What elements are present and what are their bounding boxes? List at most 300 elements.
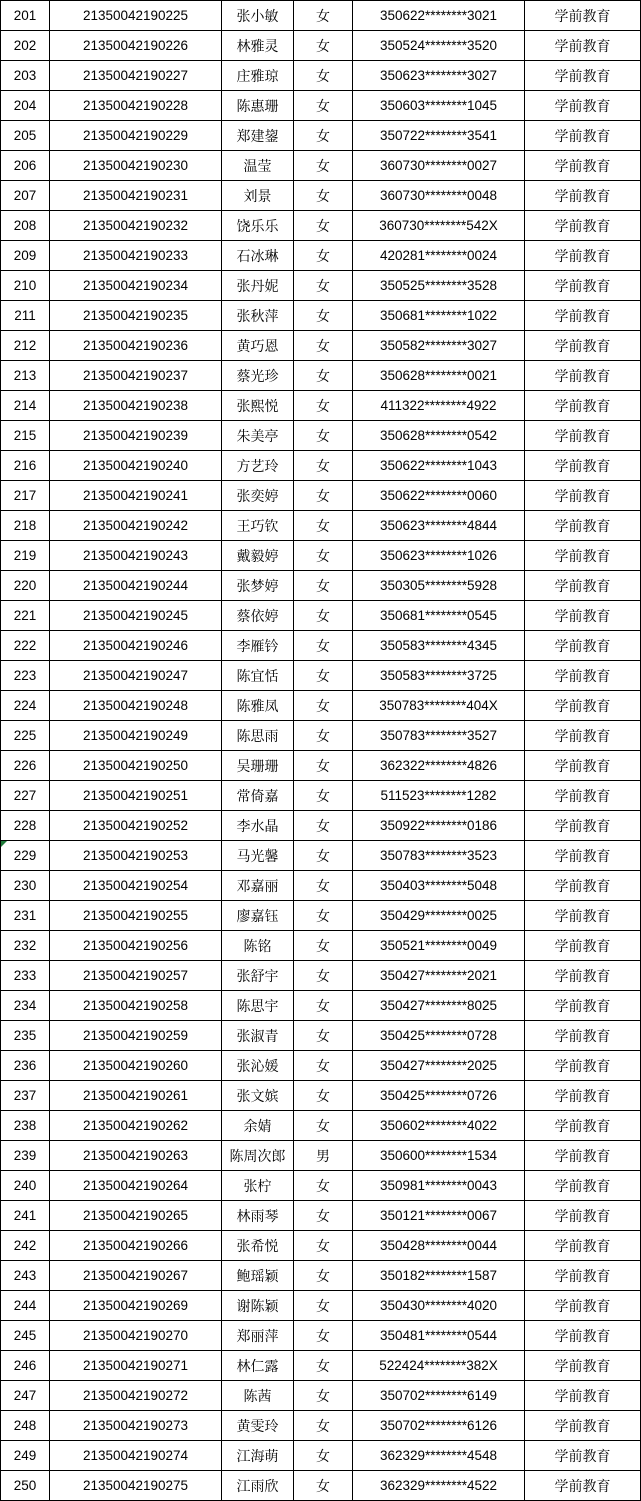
gender-cell: 女 (294, 1351, 353, 1381)
gender-cell: 女 (294, 451, 353, 481)
row-number-cell: 226 (1, 751, 50, 781)
table-row (1, 781, 641, 811)
major-cell: 学前教育 (525, 931, 641, 961)
gender-cell: 女 (294, 361, 353, 391)
student-id-cell: 21350042190233 (50, 241, 222, 271)
id-number-cell: 350722********3541 (353, 121, 525, 151)
table-row (1, 211, 641, 241)
id-number-cell: 350600********1534 (353, 1141, 525, 1171)
gender-cell: 女 (294, 1261, 353, 1291)
table-row (1, 331, 641, 361)
name-cell: 戴毅婷 (222, 541, 294, 571)
row-number-cell: 205 (1, 121, 50, 151)
major-cell: 学前教育 (525, 1381, 641, 1411)
name-cell: 陈思宇 (222, 991, 294, 1021)
table-row (1, 1441, 641, 1471)
major-cell: 学前教育 (525, 151, 641, 181)
row-number-cell: 218 (1, 511, 50, 541)
row-number-cell: 230 (1, 871, 50, 901)
name-cell: 陈惠珊 (222, 91, 294, 121)
name-cell: 马光馨 (222, 841, 294, 871)
student-id-cell: 21350042190266 (50, 1231, 222, 1261)
student-id-cell: 21350042190228 (50, 91, 222, 121)
name-cell: 张淑青 (222, 1021, 294, 1051)
major-cell: 学前教育 (525, 181, 641, 211)
name-cell: 张沁媛 (222, 1051, 294, 1081)
major-cell: 学前教育 (525, 1081, 641, 1111)
table-row (1, 511, 641, 541)
id-number-cell: 411322********4922 (353, 391, 525, 421)
table-row (1, 91, 641, 121)
student-id-cell: 21350042190247 (50, 661, 222, 691)
name-cell: 常倚嘉 (222, 781, 294, 811)
name-cell: 张熙悦 (222, 391, 294, 421)
row-number-cell: 240 (1, 1171, 50, 1201)
table-row (1, 181, 641, 211)
id-number-cell: 350622********3021 (353, 1, 525, 31)
major-cell: 学前教育 (525, 481, 641, 511)
id-number-cell: 350603********1045 (353, 91, 525, 121)
table-row (1, 301, 641, 331)
table-row (1, 121, 641, 151)
student-id-cell: 21350042190227 (50, 61, 222, 91)
row-number-cell: 219 (1, 541, 50, 571)
gender-cell: 女 (294, 781, 353, 811)
table-row (1, 931, 641, 961)
table-row (1, 1471, 641, 1501)
table-row (1, 721, 641, 751)
table-row (1, 271, 641, 301)
student-id-cell: 21350042190230 (50, 151, 222, 181)
table-row (1, 571, 641, 601)
major-cell: 学前教育 (525, 871, 641, 901)
student-id-cell: 21350042190269 (50, 1291, 222, 1321)
table-row (1, 61, 641, 91)
student-id-cell: 21350042190246 (50, 631, 222, 661)
student-id-cell: 21350042190272 (50, 1381, 222, 1411)
major-cell: 学前教育 (525, 211, 641, 241)
gender-cell: 女 (294, 1321, 353, 1351)
table-row (1, 1051, 641, 1081)
row-number-cell: 244 (1, 1291, 50, 1321)
student-id-cell: 21350042190273 (50, 1411, 222, 1441)
table-row (1, 151, 641, 181)
student-id-cell: 21350042190238 (50, 391, 222, 421)
gender-cell: 女 (294, 691, 353, 721)
name-cell: 张舒宇 (222, 961, 294, 991)
gender-cell: 女 (294, 721, 353, 751)
id-number-cell: 350623********4844 (353, 511, 525, 541)
major-cell: 学前教育 (525, 1, 641, 31)
gender-cell: 女 (294, 91, 353, 121)
name-cell: 廖嘉钰 (222, 901, 294, 931)
student-id-cell: 21350042190260 (50, 1051, 222, 1081)
name-cell: 邓嘉丽 (222, 871, 294, 901)
row-number-cell: 236 (1, 1051, 50, 1081)
name-cell: 陈铭 (222, 931, 294, 961)
id-number-cell: 362329********4548 (353, 1441, 525, 1471)
name-cell: 张秋萍 (222, 301, 294, 331)
gender-cell: 女 (294, 991, 353, 1021)
id-number-cell: 350623********3027 (353, 61, 525, 91)
table-row (1, 691, 641, 721)
table-row (1, 961, 641, 991)
name-cell: 黄雯玲 (222, 1411, 294, 1441)
name-cell: 林雅灵 (222, 31, 294, 61)
row-number-cell: 234 (1, 991, 50, 1021)
student-id-cell: 21350042190251 (50, 781, 222, 811)
name-cell: 林雨琴 (222, 1201, 294, 1231)
major-cell: 学前教育 (525, 1201, 641, 1231)
id-number-cell: 350681********1022 (353, 301, 525, 331)
gender-cell: 女 (294, 871, 353, 901)
name-cell: 张柠 (222, 1171, 294, 1201)
gender-cell: 女 (294, 1021, 353, 1051)
row-number-cell: 203 (1, 61, 50, 91)
name-cell: 温莹 (222, 151, 294, 181)
name-cell: 黄巧恩 (222, 331, 294, 361)
name-cell: 郑建鋆 (222, 121, 294, 151)
id-number-cell: 350783********3527 (353, 721, 525, 751)
gender-cell: 女 (294, 481, 353, 511)
gender-cell: 女 (294, 1471, 353, 1501)
name-cell: 余婧 (222, 1111, 294, 1141)
student-id-cell: 21350042190275 (50, 1471, 222, 1501)
major-cell: 学前教育 (525, 1351, 641, 1381)
major-cell: 学前教育 (525, 661, 641, 691)
table-row (1, 1351, 641, 1381)
major-cell: 学前教育 (525, 721, 641, 751)
major-cell: 学前教育 (525, 1261, 641, 1291)
student-id-cell: 21350042190245 (50, 601, 222, 631)
name-cell: 张丹妮 (222, 271, 294, 301)
gender-cell: 女 (294, 151, 353, 181)
table-row (1, 811, 641, 841)
gender-cell: 女 (294, 811, 353, 841)
major-cell: 学前教育 (525, 1321, 641, 1351)
id-number-cell: 350622********1043 (353, 451, 525, 481)
row-number-cell: 217 (1, 481, 50, 511)
id-number-cell: 350425********0726 (353, 1081, 525, 1111)
table-row (1, 1201, 641, 1231)
row-number-cell: 229 (1, 841, 50, 871)
major-cell: 学前教育 (525, 751, 641, 781)
name-cell: 蔡依婷 (222, 601, 294, 631)
table-row (1, 1081, 641, 1111)
student-id-cell: 21350042190229 (50, 121, 222, 151)
student-id-cell: 21350042190261 (50, 1081, 222, 1111)
gender-cell: 女 (294, 1081, 353, 1111)
major-cell: 学前教育 (525, 541, 641, 571)
student-id-cell: 21350042190236 (50, 331, 222, 361)
name-cell: 吴珊珊 (222, 751, 294, 781)
name-cell: 张奕婷 (222, 481, 294, 511)
name-cell: 石冰琳 (222, 241, 294, 271)
major-cell: 学前教育 (525, 901, 641, 931)
id-number-cell: 350628********0021 (353, 361, 525, 391)
table-row (1, 1261, 641, 1291)
table-row (1, 1, 641, 31)
name-cell: 饶乐乐 (222, 211, 294, 241)
row-number-cell: 206 (1, 151, 50, 181)
name-cell: 张梦婷 (222, 571, 294, 601)
id-number-cell: 350481********0544 (353, 1321, 525, 1351)
id-number-cell: 362329********4522 (353, 1471, 525, 1501)
major-cell: 学前教育 (525, 31, 641, 61)
major-cell: 学前教育 (525, 1171, 641, 1201)
table-row (1, 1021, 641, 1051)
name-cell: 张文嫔 (222, 1081, 294, 1111)
student-id-cell: 21350042190265 (50, 1201, 222, 1231)
student-id-cell: 21350042190262 (50, 1111, 222, 1141)
student-id-cell: 21350042190234 (50, 271, 222, 301)
id-number-cell: 350428********0044 (353, 1231, 525, 1261)
major-cell: 学前教育 (525, 1471, 641, 1501)
student-id-cell: 21350042190241 (50, 481, 222, 511)
id-number-cell: 350583********4345 (353, 631, 525, 661)
student-id-cell: 21350042190274 (50, 1441, 222, 1471)
name-cell: 陈茜 (222, 1381, 294, 1411)
gender-cell: 女 (294, 571, 353, 601)
name-cell: 王巧钦 (222, 511, 294, 541)
gender-cell: 女 (294, 931, 353, 961)
id-number-cell: 360730********542X (353, 211, 525, 241)
major-cell: 学前教育 (525, 331, 641, 361)
student-id-cell: 21350042190249 (50, 721, 222, 751)
gender-cell: 女 (294, 1051, 353, 1081)
name-cell: 张希悦 (222, 1231, 294, 1261)
gender-cell: 男 (294, 1141, 353, 1171)
major-cell: 学前教育 (525, 841, 641, 871)
id-number-cell: 350702********6126 (353, 1411, 525, 1441)
row-number-cell: 250 (1, 1471, 50, 1501)
name-cell: 谢陈颖 (222, 1291, 294, 1321)
table-row (1, 1381, 641, 1411)
student-id-cell: 21350042190270 (50, 1321, 222, 1351)
major-cell: 学前教育 (525, 961, 641, 991)
id-number-cell: 350427********8025 (353, 991, 525, 1021)
gender-cell: 女 (294, 901, 353, 931)
student-id-cell: 21350042190253 (50, 841, 222, 871)
gender-cell: 女 (294, 1441, 353, 1471)
id-number-cell: 350524********3520 (353, 31, 525, 61)
row-number-cell: 216 (1, 451, 50, 481)
row-number-cell: 224 (1, 691, 50, 721)
table-row (1, 901, 641, 931)
table-row (1, 871, 641, 901)
gender-cell: 女 (294, 331, 353, 361)
table-row (1, 361, 641, 391)
gender-cell: 女 (294, 751, 353, 781)
gender-cell: 女 (294, 661, 353, 691)
student-id-cell: 21350042190255 (50, 901, 222, 931)
student-id-cell: 21350042190237 (50, 361, 222, 391)
id-number-cell: 362322********4826 (353, 751, 525, 781)
table-row (1, 661, 641, 691)
row-number-cell: 213 (1, 361, 50, 391)
row-number-cell: 204 (1, 91, 50, 121)
row-number-cell: 246 (1, 1351, 50, 1381)
roster-body (1, 1, 641, 1501)
student-id-cell: 21350042190243 (50, 541, 222, 571)
student-id-cell: 21350042190231 (50, 181, 222, 211)
id-number-cell: 522424********382X (353, 1351, 525, 1381)
id-number-cell: 350121********0067 (353, 1201, 525, 1231)
name-cell: 李雁钤 (222, 631, 294, 661)
row-number-cell: 237 (1, 1081, 50, 1111)
gender-cell: 女 (294, 391, 353, 421)
id-number-cell: 350582********3027 (353, 331, 525, 361)
student-id-cell: 21350042190257 (50, 961, 222, 991)
row-number-cell: 209 (1, 241, 50, 271)
gender-cell: 女 (294, 1381, 353, 1411)
gender-cell: 女 (294, 1411, 353, 1441)
name-cell: 张小敏 (222, 1, 294, 31)
major-cell: 学前教育 (525, 1021, 641, 1051)
major-cell: 学前教育 (525, 451, 641, 481)
name-cell: 陈周次郎 (222, 1141, 294, 1171)
row-number-cell: 227 (1, 781, 50, 811)
gender-cell: 女 (294, 121, 353, 151)
name-cell: 庄雅琼 (222, 61, 294, 91)
major-cell: 学前教育 (525, 781, 641, 811)
major-cell: 学前教育 (525, 421, 641, 451)
row-number-cell: 243 (1, 1261, 50, 1291)
table-row (1, 1171, 641, 1201)
gender-cell: 女 (294, 271, 353, 301)
table-row (1, 1411, 641, 1441)
row-number-cell: 222 (1, 631, 50, 661)
row-number-cell: 211 (1, 301, 50, 331)
name-cell: 李水晶 (222, 811, 294, 841)
gender-cell: 女 (294, 241, 353, 271)
id-number-cell: 350427********2025 (353, 1051, 525, 1081)
major-cell: 学前教育 (525, 61, 641, 91)
major-cell: 学前教育 (525, 811, 641, 841)
row-number-cell: 214 (1, 391, 50, 421)
name-cell: 刘景 (222, 181, 294, 211)
table-row (1, 1321, 641, 1351)
name-cell: 陈思雨 (222, 721, 294, 751)
student-id-cell: 21350042190256 (50, 931, 222, 961)
gender-cell: 女 (294, 181, 353, 211)
major-cell: 学前教育 (525, 301, 641, 331)
table-row (1, 841, 641, 871)
student-id-cell: 21350042190259 (50, 1021, 222, 1051)
name-cell: 方艺玲 (222, 451, 294, 481)
major-cell: 学前教育 (525, 631, 641, 661)
gender-cell: 女 (294, 421, 353, 451)
id-number-cell: 350702********6149 (353, 1381, 525, 1411)
row-number-cell: 239 (1, 1141, 50, 1171)
gender-cell: 女 (294, 1, 353, 31)
row-number-cell: 228 (1, 811, 50, 841)
major-cell: 学前教育 (525, 1051, 641, 1081)
major-cell: 学前教育 (525, 391, 641, 421)
id-number-cell: 350922********0186 (353, 811, 525, 841)
id-number-cell: 350521********0049 (353, 931, 525, 961)
gender-cell: 女 (294, 631, 353, 661)
gender-cell: 女 (294, 301, 353, 331)
table-row (1, 1231, 641, 1261)
row-number-cell: 210 (1, 271, 50, 301)
name-cell: 郑丽萍 (222, 1321, 294, 1351)
id-number-cell: 350602********4022 (353, 1111, 525, 1141)
gender-cell: 女 (294, 211, 353, 241)
row-number-cell: 245 (1, 1321, 50, 1351)
student-id-cell: 21350042190250 (50, 751, 222, 781)
table-row (1, 1141, 641, 1171)
student-id-cell: 21350042190235 (50, 301, 222, 331)
gender-cell: 女 (294, 1291, 353, 1321)
row-number-cell: 212 (1, 331, 50, 361)
row-number-cell: 249 (1, 1441, 50, 1471)
name-cell: 陈宜恬 (222, 661, 294, 691)
row-number-cell: 235 (1, 1021, 50, 1051)
gender-cell: 女 (294, 31, 353, 61)
student-id-cell: 21350042190239 (50, 421, 222, 451)
id-number-cell: 350681********0545 (353, 601, 525, 631)
major-cell: 学前教育 (525, 601, 641, 631)
name-cell: 陈雅凤 (222, 691, 294, 721)
id-number-cell: 350628********0542 (353, 421, 525, 451)
table-row (1, 751, 641, 781)
major-cell: 学前教育 (525, 1231, 641, 1261)
student-id-cell: 21350042190254 (50, 871, 222, 901)
table-row (1, 481, 641, 511)
major-cell: 学前教育 (525, 511, 641, 541)
id-number-cell: 350583********3725 (353, 661, 525, 691)
row-number-cell: 225 (1, 721, 50, 751)
row-number-cell: 231 (1, 901, 50, 931)
id-number-cell: 350429********0025 (353, 901, 525, 931)
student-id-cell: 21350042190252 (50, 811, 222, 841)
row-number-cell: 233 (1, 961, 50, 991)
id-number-cell: 350430********4020 (353, 1291, 525, 1321)
student-id-cell: 21350042190226 (50, 31, 222, 61)
table-row (1, 31, 641, 61)
gender-cell: 女 (294, 511, 353, 541)
gender-cell: 女 (294, 1201, 353, 1231)
row-number-cell: 248 (1, 1411, 50, 1441)
gender-cell: 女 (294, 1111, 353, 1141)
gender-cell: 女 (294, 1231, 353, 1261)
row-number-cell: 238 (1, 1111, 50, 1141)
major-cell: 学前教育 (525, 691, 641, 721)
table-row (1, 1111, 641, 1141)
table-row (1, 1291, 641, 1321)
major-cell: 学前教育 (525, 241, 641, 271)
gender-cell: 女 (294, 61, 353, 91)
student-id-cell: 21350042190267 (50, 1261, 222, 1291)
student-id-cell: 21350042190263 (50, 1141, 222, 1171)
major-cell: 学前教育 (525, 991, 641, 1021)
row-number-cell: 232 (1, 931, 50, 961)
id-number-cell: 360730********0048 (353, 181, 525, 211)
student-id-cell: 21350042190232 (50, 211, 222, 241)
gender-cell: 女 (294, 601, 353, 631)
id-number-cell: 350403********5048 (353, 871, 525, 901)
table-row (1, 241, 641, 271)
student-id-cell: 21350042190240 (50, 451, 222, 481)
table-row (1, 991, 641, 1021)
row-number-cell: 223 (1, 661, 50, 691)
row-number-cell: 202 (1, 31, 50, 61)
major-cell: 学前教育 (525, 1411, 641, 1441)
table-row (1, 391, 641, 421)
student-id-cell: 21350042190242 (50, 511, 222, 541)
student-id-cell: 21350042190225 (50, 1, 222, 31)
